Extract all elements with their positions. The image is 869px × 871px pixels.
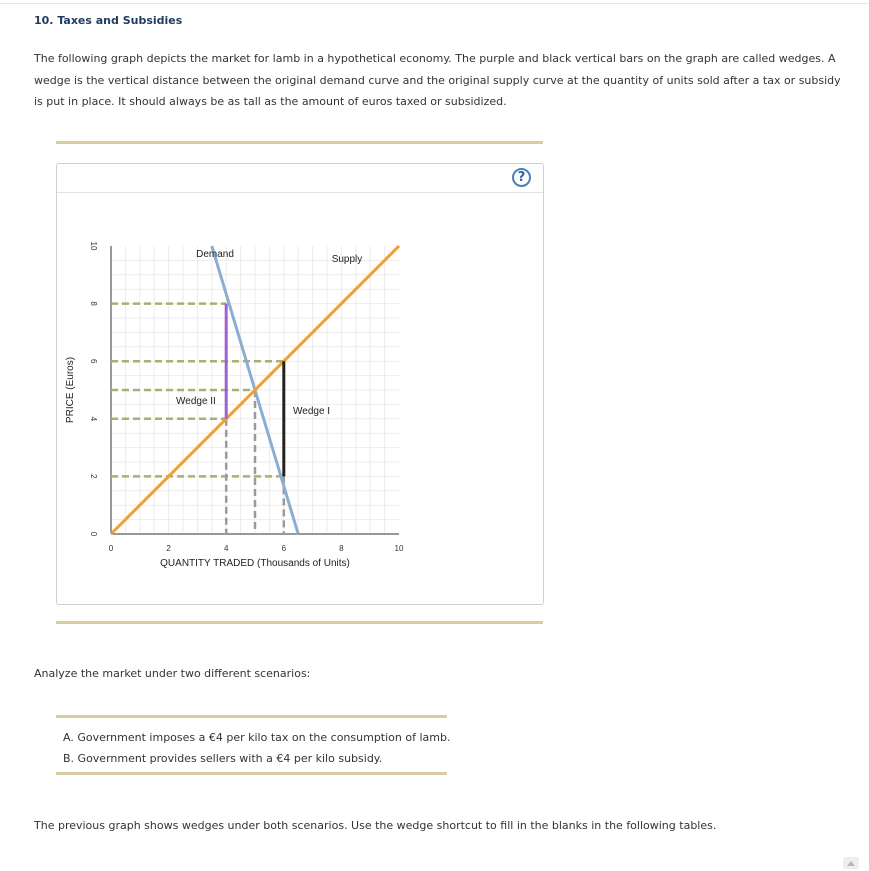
x-tick-label: 8 bbox=[339, 544, 344, 553]
x-tick-label: 10 bbox=[394, 544, 404, 553]
question-intro: The following graph depicts the market for lamb in a hypothetical economy. The purple and black vertical bars on the graph are called wedges. A wedge is the vertical distance between the original demand curve and the original supply curve at the quantity of units sold after a tax or subsidy is put in place. It should always be as tall as the amount of euros taxed or subsidized. bbox=[34, 52, 841, 108]
supply-demand-chart bbox=[57, 164, 543, 604]
wedge-shortcut-instructions: The previous graph shows wedges under both scenarios. Use the wedge shortcut to fill in the blanks in the following tables. bbox=[34, 819, 717, 832]
graph-panel bbox=[56, 163, 544, 605]
y-tick-label: 8 bbox=[89, 301, 98, 306]
y-tick-label: 10 bbox=[89, 241, 98, 251]
scenario-divider-bottom bbox=[56, 772, 447, 775]
supply-label: Supply bbox=[331, 254, 363, 265]
wedge-i-label: Wedge I bbox=[293, 406, 331, 417]
caret-up-icon bbox=[847, 860, 855, 866]
scenario-b: B. Government provides sellers with a €4 per kilo subsidy. bbox=[63, 752, 383, 765]
wedge-ii-label: Wedge II bbox=[176, 396, 216, 407]
scenario-a: A. Government imposes a €4 per kilo tax on the consumption of lamb. bbox=[63, 731, 451, 744]
analyze-prompt: Analyze the market under two different scenarios: bbox=[34, 667, 311, 680]
demand-label: Demand bbox=[196, 249, 234, 260]
x-tick-label: 0 bbox=[108, 544, 114, 553]
scroll-up-button[interactable] bbox=[843, 857, 859, 869]
x-tick-label: 2 bbox=[166, 544, 171, 553]
y-tick-label: 2 bbox=[89, 474, 98, 479]
divider-mid bbox=[56, 621, 543, 624]
help-icon[interactable]: ? bbox=[512, 168, 531, 187]
y-tick-label: 4 bbox=[89, 416, 98, 422]
x-tick-label: 4 bbox=[223, 544, 229, 553]
x-tick-label: 6 bbox=[281, 544, 287, 553]
divider-top bbox=[56, 141, 543, 144]
x-axis-title: QUANTITY TRADED (Thousands of Units) bbox=[160, 558, 350, 569]
y-tick-label: 0 bbox=[89, 531, 98, 537]
question-title: 10. Taxes and Subsidies bbox=[34, 14, 183, 27]
y-tick-label: 6 bbox=[89, 358, 98, 364]
y-axis-title: PRICE (Euros) bbox=[65, 356, 76, 424]
scenario-divider-top bbox=[56, 715, 447, 718]
scenario-list bbox=[63, 727, 450, 769]
top-divider bbox=[0, 3, 869, 4]
